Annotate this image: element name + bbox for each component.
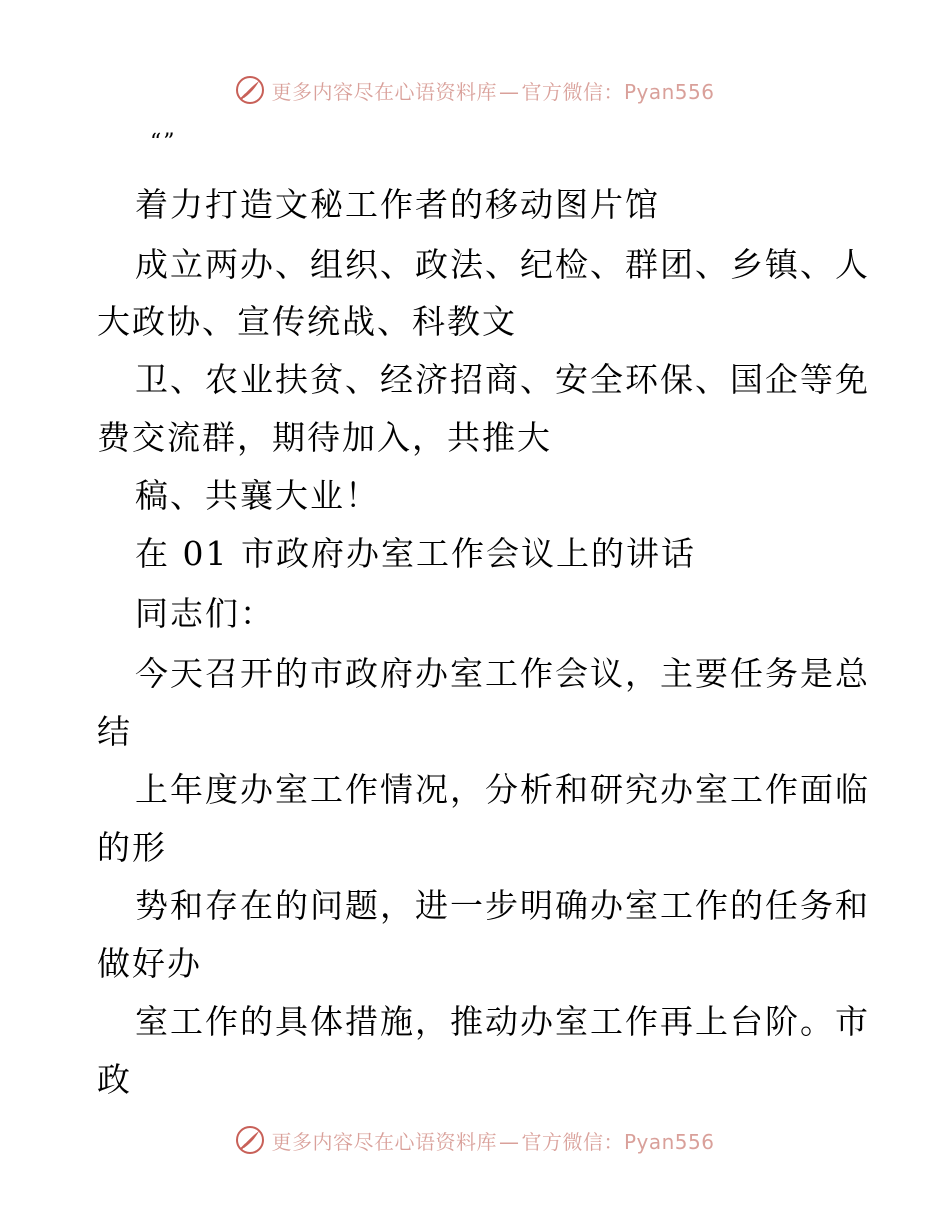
salutation: 同志们：	[135, 594, 275, 633]
text-line: 室工作的具体措施，推动办室工作再上台阶。市	[135, 1002, 870, 1041]
text-line: 卫、农业扶贫、经济招商、安全环保、国企等免	[135, 360, 870, 399]
text-line: 稿、共襄大业！	[135, 476, 380, 515]
text-line: 的形	[97, 828, 167, 867]
text-line: 上年度办室工作情况，分析和研究办室工作面临	[135, 770, 870, 809]
text-line: 费交流群，期待加入，共推大	[97, 418, 552, 457]
footer-watermark	[0, 1120, 950, 1160]
text-line: 政	[97, 1060, 132, 1099]
quill-pen-logo-icon	[235, 1125, 265, 1155]
text-line: 势和存在的问题，进一步明确办室工作的任务和	[135, 886, 870, 925]
text-line: 大政协、宣传统战、科教文	[97, 302, 517, 341]
quote-marks: “”	[150, 130, 177, 155]
text-line: 成立两办、组织、政法、纪检、群团、乡镇、人	[135, 245, 870, 284]
text-line: 做好办	[97, 944, 202, 983]
speech-title: 在 01 市政府办室工作会议上的讲话	[135, 534, 696, 573]
watermark-text: 更多内容尽在心语资料库 — 官方微信：Pyan556	[271, 1129, 715, 1154]
watermark-text: 更多内容尽在心语资料库 — 官方微信：Pyan556	[271, 79, 715, 104]
text-line: 结	[97, 712, 132, 751]
text-line: 今天召开的市政府办室工作会议，主要任务是总	[135, 654, 870, 693]
text-line: 着力打造文秘工作者的移动图片馆	[135, 185, 660, 224]
